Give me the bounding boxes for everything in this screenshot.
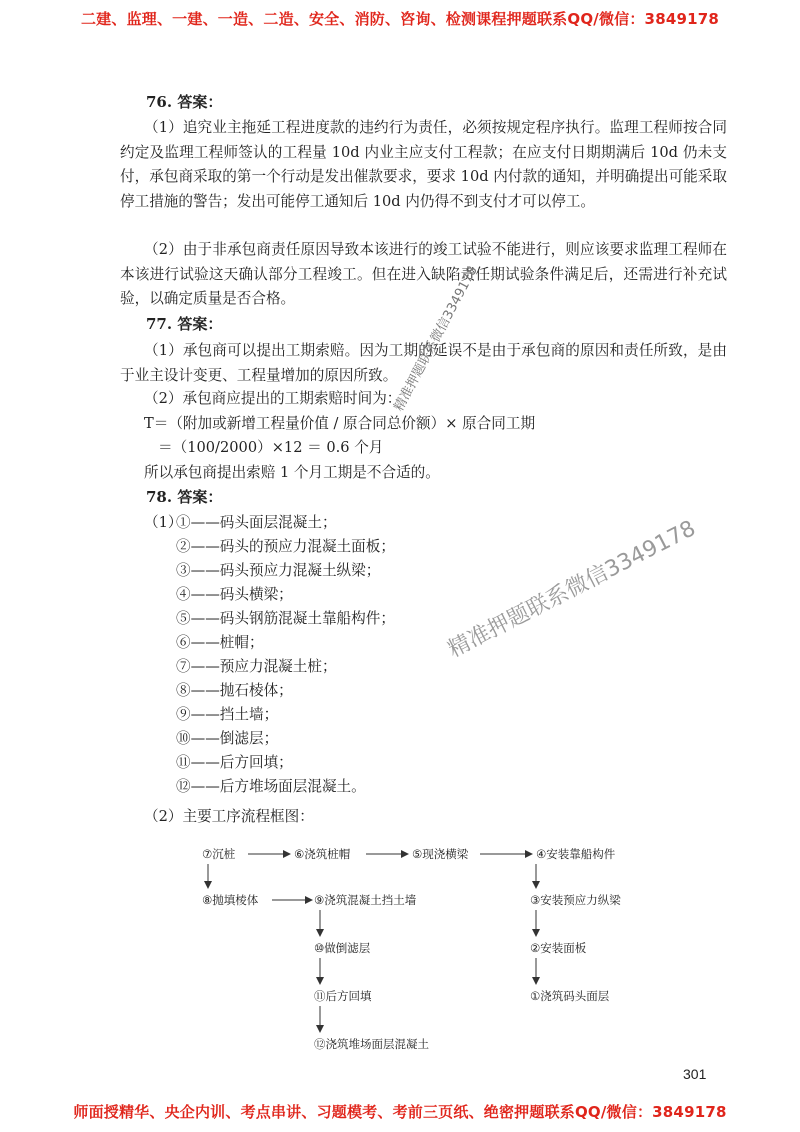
q78-item: ⑥——桩帽；: [176, 634, 264, 651]
q78-item: ⑪——后方回填；: [176, 754, 293, 771]
q78-item: ③——码头预应力混凝土纵梁；: [176, 562, 381, 579]
flow-node-10: ⑩做倒滤层: [314, 941, 371, 955]
top-banner: 二建、监理、一建、一造、二造、安全、消防、咨询、检测课程押题联系QQ/微信：3849178: [80, 10, 720, 28]
flow-node-1: ①浇筑码头面层: [530, 989, 610, 1003]
flow-node-9: ⑨浇筑混凝土挡土墙: [314, 893, 417, 907]
flow-node-2: ②安装面板: [530, 941, 587, 955]
q78-item: ⑤——码头钢筋混凝土靠船构件；: [176, 610, 395, 627]
q78-flow-title: （2）主要工序流程框图：: [144, 808, 314, 825]
q77-formula-2: ＝（100/2000）×12 ＝ 0.6 个月: [158, 439, 384, 456]
flow-node-6: ⑥浇筑桩帽: [294, 847, 351, 861]
q76-para-2: （2）由于非承包商责任原因导致本该进行的竣工试验不能进行，则应该要求监理工程师在本该进行试验这天确认部分工程竣工。但在进入缺陷责任期试验条件满足后，还需进行补充试验，以确定质量是否合格。: [120, 241, 727, 308]
page-number: 301: [683, 1066, 707, 1082]
q77-para-1: （1）承包商可以提出工期索赔。因为工期的延误不是由于承包商的原因和责任所致，是由于业主设计变更、工程量增加的原因所致。: [120, 342, 727, 384]
q78-item: ④——码头横梁；: [176, 586, 293, 603]
q78-item: ⑨——挡土墙；: [176, 706, 279, 723]
q76-para-1: （1）追究业主拖延工程进度款的违约行为责任，必须按规定程序执行。监理工程师按合同约定及监理工程师签认的工程量 10d 内业主应支付工程款；在应支付日期期满后 10d 仍未支付，承包商采取的第一个行动是发出催款要求，要求 10d 内付款的通知，并明确提出可能采取停工措施的警告；发出可能停工通知后 10d 内仍得不到支付才可以停工。: [120, 119, 727, 210]
q78-item: ⑦——预应力混凝土桩；: [176, 658, 337, 675]
flow-node-8: ⑧抛填棱体: [202, 893, 259, 907]
q78-item: ⑫——后方堆场面层混凝土。: [176, 778, 366, 795]
bottom-banner: 师面授精华、央企内训、考点串讲、习题模考、考前三页纸、绝密押题联系QQ/微信：3849178: [73, 1103, 727, 1121]
q78-item: ①——码头面层混凝土；: [176, 514, 337, 531]
flow-node-4: ④安装靠船构件: [536, 847, 616, 861]
q77-para-2: （2）承包商应提出的工期索赔时间为：: [144, 390, 402, 407]
flow-node-3: ③安装预应力纵梁: [530, 893, 621, 907]
flow-node-7: ⑦沉桩: [202, 847, 236, 861]
q78-item: ⑩——倒滤层；: [176, 730, 279, 747]
q77-formula-1: T＝（附加或新增工程量价值 / 原合同总价额）× 原合同工期: [144, 415, 536, 432]
q78-intro: （1）: [144, 514, 183, 531]
process-flowchart: [180, 838, 660, 1053]
flow-node-11: ⑪后方回填: [314, 989, 372, 1003]
q77-conclusion: 所以承包商提出索赔 1 个月工期是不合适的。: [144, 464, 440, 481]
q76-heading: 76. 答案：: [146, 93, 223, 111]
q78-item: ②——码头的预应力混凝土面板；: [176, 538, 395, 555]
watermark-small: 精准押题联系微信3349178: [391, 263, 481, 414]
watermark-large: 精准押题联系微信3349178: [444, 516, 700, 663]
q78-heading: 78. 答案：: [146, 488, 223, 506]
q78-item: ⑧——抛石棱体；: [176, 682, 293, 699]
flow-node-5: ⑤现浇横梁: [412, 847, 469, 861]
flow-node-12: ⑫浇筑堆场面层混凝土: [314, 1037, 429, 1051]
q77-heading: 77. 答案：: [146, 315, 223, 333]
